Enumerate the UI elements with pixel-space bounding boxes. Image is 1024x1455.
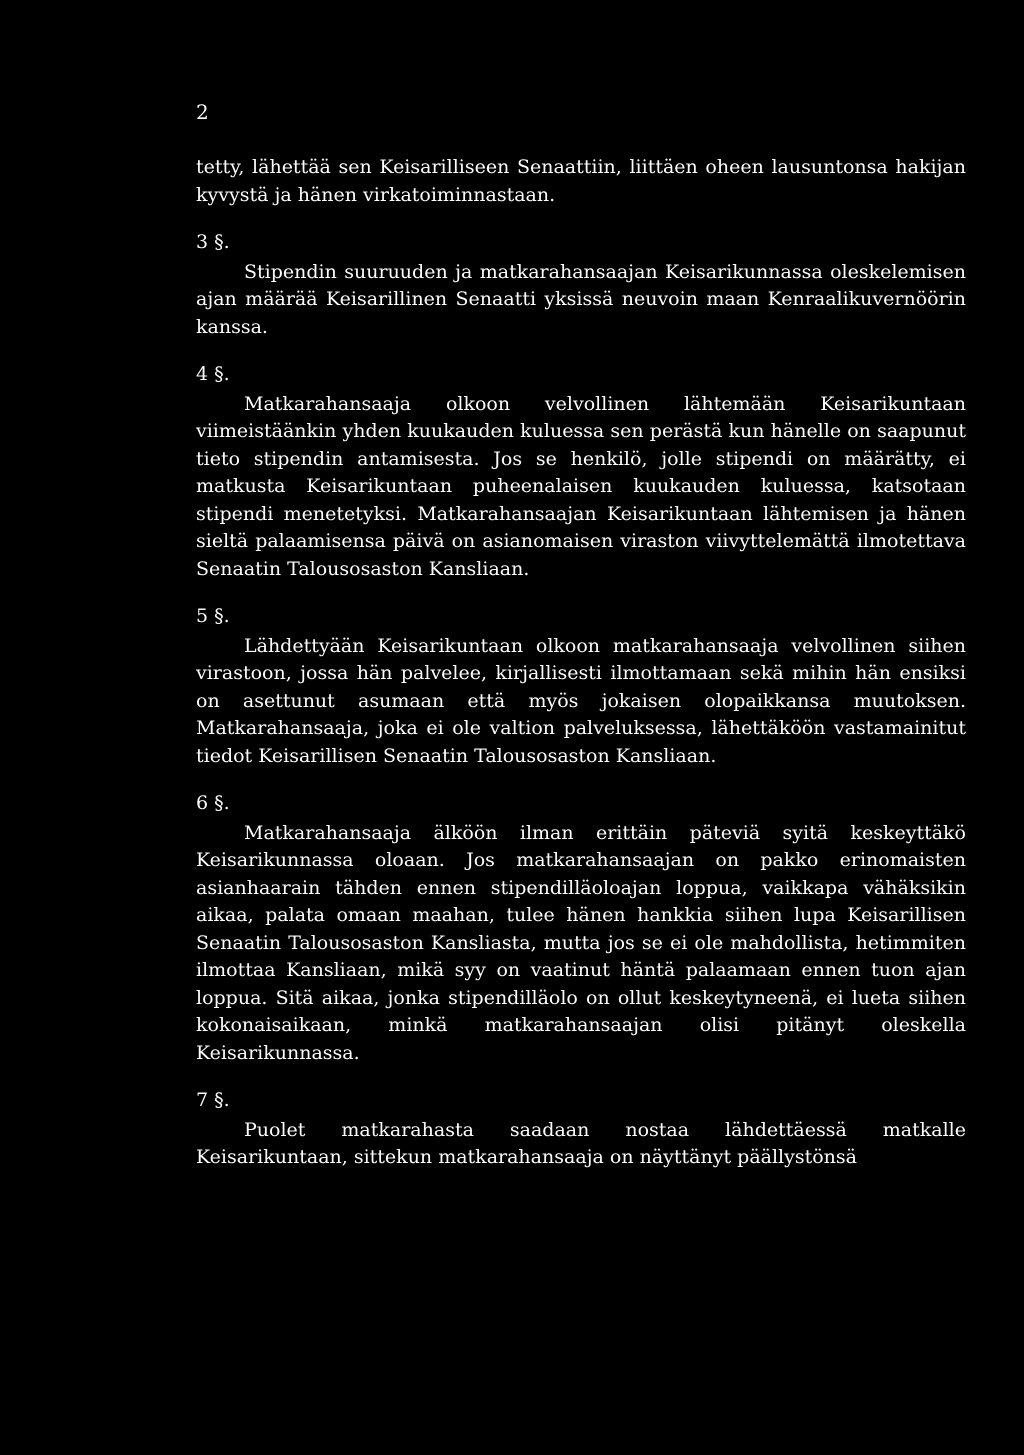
section-paragraph: Matkarahansaaja olkoon velvollinen lähtemään Keisarikuntaan viimeistäänkin yhden kuukauden kuluessa sen perästä kun hänelle on saapunut tieto stipendin antamisesta. Jos se henkilö, jolle stipendi on määrätty, ei matkusta Keisarikuntaan puheenalaisen kuukauden kuluessa, katsotaan stipendi menetetyksi. Matkarahansaajan Keisarikuntaan lähtemisen ja hänen sieltä palaamisensa päivä on asianomaisen viraston viivyttelemättä ilmotettava Senaatin Talousosaston Kansliaan. xyxy=(196,392,966,580)
document-body xyxy=(196,154,966,1172)
section-paragraph: Matkarahansaaja älköön ilman erittäin päteviä syitä keskeyttäkö Keisarikunnassa oloaan. Jos matkarahansaajan on pakko erinomaisten asianhaarain tähden ennen stipendilläoloajan loppua, vaikkapa vähäksikin aikaa, palata omaan maahan, tulee hänen hankkia siihen lupa Keisarillisen Senaatin Talousosaston Kansliasta, mutta jos se ei ole mahdollista, hetimmiten ilmottaa Kansliaan, mikä syy on vaatinut häntä palaamaan ennen tuon ajan loppua. Sitä aikaa, jonka stipendilläolo on ollut keskeytyneenä, ei lueta siihen kokonaisaikaan, minkä matkarahansaajan olisi pitänyt oleskella Keisarikunnassa. xyxy=(196,821,966,1064)
section-paragraph: Puolet matkarahasta saadaan nostaa lähdettäessä matkalle Keisarikuntaan, sittekun matkarahansaaja on näyttänyt päällystönsä xyxy=(196,1118,966,1168)
section-5 xyxy=(196,583,966,770)
section-heading: 6 §. xyxy=(196,792,230,814)
section-4 xyxy=(196,341,966,583)
document-page xyxy=(196,0,966,1455)
section-paragraph: Stipendin suuruuden ja matkarahansaajan Keisarikunnassa oleskelemisen ajan määrää Keisarillinen Senaatti yksissä neuvoin maan Kenraalikuvernöörin kanssa. xyxy=(196,260,966,338)
page-number: 2 xyxy=(196,100,209,124)
section-paragraph: Lähdettyään Keisarikuntaan olkoon matkarahansaaja velvollinen siihen virastoon, jossa hän palvelee, kirjallisesti ilmottamaan sekä mihin hän ensiksi on asettunut asumaan että myös jokaisen olopaikkansa muutoksen. Matkarahansaaja, joka ei ole valtion palveluksessa, lähettäköön vastamainitut tiedot Keisarillisen Senaatin Talousosaston Kansliaan. xyxy=(196,634,966,767)
section-6 xyxy=(196,770,966,1067)
section-heading: 7 §. xyxy=(196,1089,230,1111)
section-3 xyxy=(196,209,966,341)
intro-paragraph: tetty, lähettää sen Keisarilliseen Senaattiin, liittäen oheen lausuntonsa hakijan kyvystä ja hänen virkatoiminnastaan. xyxy=(196,156,966,206)
section-heading: 5 §. xyxy=(196,605,230,627)
section-heading: 4 §. xyxy=(196,363,230,385)
section-heading: 3 §. xyxy=(196,231,230,253)
section-7 xyxy=(196,1067,966,1172)
